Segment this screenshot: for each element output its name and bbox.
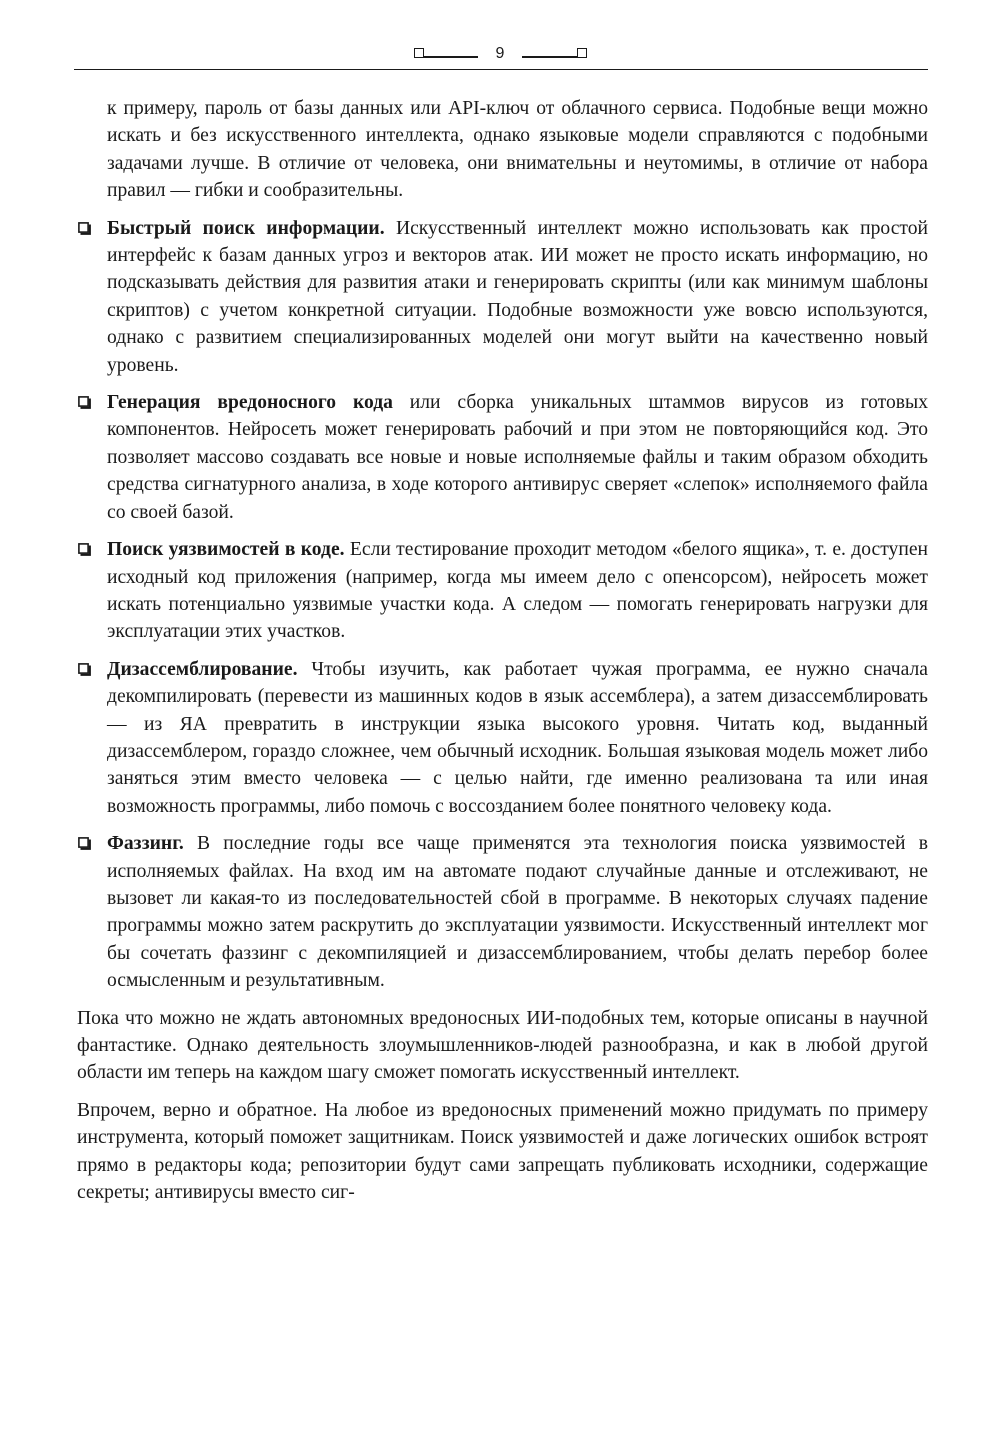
checkbox-bullet-icon [78, 663, 91, 676]
page-number: 9 [495, 45, 505, 62]
checkbox-bullet-icon [78, 543, 91, 556]
header-ornament [0, 44, 1000, 64]
bullet-title: Генерация вредоносного кода [107, 392, 393, 414]
bullet-text: В последние годы все чаще применятся эта технология поиска уязвимостей в исполняемых файлах. На вход им на автомате подают случайные данные и отслеживают, не вызовет ли какая-то из последовательностей сбой в программе. В некоторых случаях падение программы можно затем раскрутить до эксплуатации уязвимости. Искусственный интеллект мог бы сочетать фаззинг с декомпиляцией и дизассемблированием, чтобы делать перебор более осмысленным и результативным. [107, 833, 928, 992]
bullet-title: Быстрый поиск информации. [107, 217, 385, 239]
bullet-text: или сборка уникальных штаммов вирусов из готовых компонентов. Нейросеть может генерировать рабочий и при этом не повторяющийся код. Это позволяет массово создавать все новые и новые исполняемые файлы и таким образом обходить средства сигнатурного анализа, в ходе которого антивирус сверяет «слепок» исполняемого файла со своей базой. [107, 392, 928, 523]
bullet-text: Если тестирование проходит методом «белого ящика», т. е. доступен исходный код приложения (например, когда мы имеем дело с опенсорсом), нейросеть может искать потенциально уязвимые участки кода. А следом — помогать генерировать нагрузки для эксплуатации этих участков. [107, 539, 928, 643]
checkbox-bullet-icon [78, 396, 91, 409]
checkbox-bullet-icon [78, 837, 91, 850]
bullet-item-disassembly [77, 656, 928, 820]
ornament-line-left [424, 56, 478, 58]
bullet-title: Фаззинг. [107, 833, 184, 855]
bullet-text: Искусственный интеллект можно использовать как простой интерфейс к базам данных угроз и векторов атак. ИИ может не просто искать информацию, но подсказывать действия для развития атаки и генерировать скрипты (или как минимум шаблоны скриптов) с учетом конкретной ситуации. Подобные возможности уже вовсю используются, однако с развитием специализированных моделей они могут выйти на качественно новый уровень. [107, 217, 929, 376]
intro-continuation: к примеру, пароль от базы данных или API-ключ от облачного сервиса. Подобные вещи можно искать и без искусственного интеллекта, однако языковые модели справляются с подобными задачами лучше. В отличие от человека, они внимательны и неутомимы, в отличие от набора правил — гибки и сообразительны. [107, 98, 928, 202]
bullet-title: Дизассемблирование. [107, 658, 298, 680]
bullet-title: Поиск уязвимостей в коде. [107, 539, 345, 561]
ornament-box-right-icon [577, 48, 587, 58]
bullet-text: Чтобы изучить, как работает чужая программа, ее нужно сначала декомпилировать (перевести из машинных кодов в язык ассемблера), а затем дизассемблировать — из ЯА превратить в инструкции языка высокого уровня. Читать код, выданный дизассемблером, гораздо сложнее, чем обычный исходник. Большая языковая модель может либо заняться этим вместо человека — с целью найти, где именно реализована та или иная возможность программы, либо помочь с воссозданием более понятного человеку кода. [107, 658, 928, 817]
ornament-line-right [522, 56, 577, 58]
bullet-item-info-search [77, 215, 928, 379]
bullet-item-fuzzing [77, 830, 928, 994]
bullet-item-malware-generation [77, 389, 928, 526]
bullet-item-vuln-search [77, 536, 928, 646]
body-paragraph: Пока что можно не ждать автономных вредоносных ИИ-подобных тем, которые описаны в научной фантастике. Однако деятельность злоумышленников-людей разнообразна, и как в любой другой области им теперь на каждом шагу сможет помогать искусственный интеллект. [77, 1007, 928, 1084]
ornament-box-left-icon [414, 48, 424, 58]
body-paragraph: Впрочем, верно и обратное. На любое из вредоносных применений можно придумать по примеру инструмента, который поможет защитникам. Поиск уязвимостей и даже логических ошибок встроят прямо в редакторы кода; репозитории будут сами запрещать публиковать исходники, содержащие секреты; антивирусы вместо сиг- [77, 1099, 928, 1204]
text-column [77, 95, 928, 1216]
checkbox-bullet-icon [78, 222, 91, 235]
